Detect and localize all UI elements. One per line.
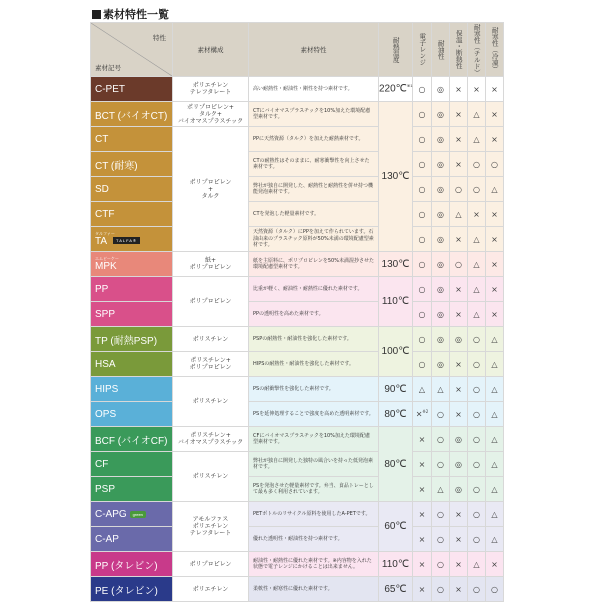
property-rating: ○ (413, 77, 432, 102)
property-rating: ○ (432, 452, 450, 477)
table-row (91, 102, 504, 127)
property-rating: ○ (432, 577, 450, 602)
property-rating: ○ (413, 277, 432, 302)
property-rating: △ (486, 402, 504, 427)
property-rating: × (468, 202, 486, 227)
property-rating: ○ (468, 527, 486, 552)
property-rating: × (486, 77, 504, 102)
table-row (91, 202, 504, 227)
property-rating: △ (468, 277, 486, 302)
table-row (91, 577, 504, 602)
material-name: SPP (91, 302, 173, 327)
property-rating: × (450, 277, 468, 302)
heat-resistance-temp: 110℃ (379, 277, 413, 327)
material-name: TP (耐熱PSP) (91, 327, 173, 352)
property-rating: ○ (413, 127, 432, 152)
header-cold-chilled: 耐寒性（チルド） (468, 23, 486, 77)
material-property: CTを発泡した軽量素材です。 (249, 202, 379, 227)
property-rating: △ (486, 477, 504, 502)
property-rating: △ (468, 102, 486, 127)
property-rating: △ (486, 327, 504, 352)
property-rating: × (450, 227, 468, 252)
property-rating: ◎ (432, 177, 450, 202)
property-rating: ○ (468, 577, 486, 602)
material-name: CT (91, 127, 173, 152)
material-name: タルファー TA TALFA® (91, 227, 173, 252)
material-property: 耐油性・耐熱性に優れた素材です。※内容物を入れた状態で電子レンジにかけることは出来ません。 (249, 552, 379, 577)
table-row (91, 377, 504, 402)
property-rating: ○ (486, 152, 504, 177)
property-rating: ○ (413, 327, 432, 352)
property-rating: × (450, 527, 468, 552)
material-property: CFにバイオマスプラスチックを10%加えた環境配慮型素材です。 (249, 427, 379, 452)
property-rating: ○ (413, 152, 432, 177)
material-name: エムピーケー MPK (91, 252, 173, 277)
property-rating: ◎ (450, 452, 468, 477)
material-property: PSを延伸処理することで強度を高めた透明素材です。 (249, 402, 379, 427)
property-rating: × (450, 552, 468, 577)
property-rating: ○ (450, 177, 468, 202)
property-rating: ○ (432, 402, 450, 427)
property-rating: ◎ (432, 202, 450, 227)
property-rating: × (486, 227, 504, 252)
property-rating: × (486, 252, 504, 277)
property-rating: ×$^{※2}$ (413, 402, 432, 427)
green-logo-icon: green (130, 511, 146, 518)
property-rating: ○ (468, 327, 486, 352)
material-table (90, 22, 504, 602)
table-row (91, 477, 504, 502)
heat-resistance-temp: 65℃ (379, 577, 413, 602)
material-name: C-AP (91, 527, 173, 552)
material-property: 紙を主原料に、ポリプロピレンを50%未満混抄させた環境配慮型素材です。 (249, 252, 379, 277)
title-square-icon (92, 10, 101, 19)
talfa-logo-icon: TALFA® (113, 237, 140, 244)
heat-resistance-temp: 90℃ (379, 377, 413, 402)
material-name: CF (91, 452, 173, 477)
property-rating: △ (432, 477, 450, 502)
property-rating: × (450, 302, 468, 327)
material-name: C-APG green (91, 502, 173, 527)
material-composition: ポリプロピレン+ タルク+ バイオマスプラスチック (173, 102, 249, 127)
table-row (91, 527, 504, 552)
property-rating: ○ (468, 152, 486, 177)
property-rating: × (450, 377, 468, 402)
property-rating: ○ (468, 177, 486, 202)
material-composition: 紙+ ポリプロピレン (173, 252, 249, 277)
property-rating: △ (486, 502, 504, 527)
material-name: PE (タレビン) (91, 577, 173, 602)
property-rating: ○ (413, 227, 432, 252)
table-row (91, 352, 504, 377)
property-rating: △ (486, 177, 504, 202)
material-property: PSを発泡させた軽量素材です。弁当、食品トレーとして最も多く利用されています。 (249, 477, 379, 502)
material-property: CTの耐熱性はそのままに、耐寒衝撃性を向上させた素材です。 (249, 152, 379, 177)
material-property: PPに天然資源（タルク）を加えた耐熱素材です。 (249, 127, 379, 152)
material-composition: ポリスチレン (173, 377, 249, 427)
property-rating: × (486, 552, 504, 577)
header-microwave: 電子レンジ (413, 23, 432, 77)
property-rating: ◎ (432, 327, 450, 352)
property-rating: ○ (413, 252, 432, 277)
property-rating: ○ (432, 527, 450, 552)
heat-resistance-temp: 130℃ (379, 252, 413, 277)
property-rating: × (450, 77, 468, 102)
property-rating: △ (468, 127, 486, 152)
property-rating: ○ (468, 402, 486, 427)
material-name: C-PET (91, 77, 173, 102)
property-rating: × (413, 452, 432, 477)
heat-resistance-temp: 60℃ (379, 502, 413, 552)
material-property: PSの耐衝撃性を強化した素材です。 (249, 377, 379, 402)
heat-resistance-temp: 100℃ (379, 327, 413, 377)
property-rating: △ (468, 302, 486, 327)
property-rating: ◎ (432, 252, 450, 277)
table-row (91, 427, 504, 452)
property-rating: × (413, 502, 432, 527)
table-row (91, 327, 504, 352)
property-rating: ○ (413, 177, 432, 202)
material-composition: ポリエチレン テレフタレート (173, 77, 249, 102)
property-rating: ○ (413, 102, 432, 127)
header-cold-frozen: 耐寒性（冷凍） (486, 23, 504, 77)
property-rating: ◎ (432, 302, 450, 327)
property-rating: × (450, 152, 468, 177)
material-name: BCF (バイオCF) (91, 427, 173, 452)
material-composition: ポリスチレン+ バイオマスプラスチック (173, 427, 249, 452)
property-rating: △ (486, 352, 504, 377)
material-name: HIPS (91, 377, 173, 402)
table-row (91, 502, 504, 527)
material-composition: ポリプロピレン (173, 277, 249, 327)
property-rating: ◎ (450, 477, 468, 502)
material-property: 比重が軽く、耐油性・耐熱性に優れた素材です。 (249, 277, 379, 302)
material-property: 天然資源（タルク）にPPを加えて作られています。石油由来のプラスチック原料が50%未満の環境配慮型素材です。 (249, 227, 379, 252)
table-row (91, 252, 504, 277)
header-insulation: 保温・断熱性 (450, 23, 468, 77)
material-name: PP (タレビン) (91, 552, 173, 577)
heat-resistance-temp: 80℃ (379, 427, 413, 502)
property-rating: ○ (432, 502, 450, 527)
property-rating: △ (486, 427, 504, 452)
property-rating: × (486, 127, 504, 152)
table-row (91, 302, 504, 327)
material-composition: ポリスチレン+ ポリプロピレン (173, 352, 249, 377)
header-property: 素材特性 (249, 23, 379, 77)
property-rating: ○ (468, 502, 486, 527)
material-name: PP (91, 277, 173, 302)
property-rating: ○ (486, 577, 504, 602)
property-rating: ○ (413, 202, 432, 227)
material-composition: ポリスチレン (173, 327, 249, 352)
material-name: CT (耐寒) (91, 152, 173, 177)
property-rating: ○ (450, 252, 468, 277)
property-rating: × (413, 527, 432, 552)
table-row (91, 552, 504, 577)
material-property: HIPSの耐熱性・耐油性を強化した素材です。 (249, 352, 379, 377)
property-rating: △ (413, 377, 432, 402)
property-rating: × (413, 477, 432, 502)
header-temp: 耐熱温度 (379, 23, 413, 77)
property-rating: ◎ (432, 227, 450, 252)
table-row (91, 452, 504, 477)
material-name: PSP (91, 477, 173, 502)
material-property: PSPの耐熱性・耐油性を強化した素材です。 (249, 327, 379, 352)
property-rating: × (486, 302, 504, 327)
material-composition: ポリエチレン (173, 577, 249, 602)
table-row (91, 177, 504, 202)
property-rating: ◎ (432, 277, 450, 302)
property-rating: ◎ (432, 127, 450, 152)
property-rating: ○ (468, 377, 486, 402)
table-row (91, 277, 504, 302)
property-rating: × (450, 102, 468, 127)
corner-header: 特性 素材記号 (91, 23, 173, 77)
property-rating: × (413, 577, 432, 602)
property-rating: ◎ (432, 77, 450, 102)
material-name: SD (91, 177, 173, 202)
heat-resistance-temp: 220℃$^{※1}$ (379, 77, 413, 102)
property-rating: △ (432, 377, 450, 402)
material-composition: ポリスチレン (173, 452, 249, 502)
property-rating: ○ (432, 552, 450, 577)
page-title: 素材特性一覧 (92, 6, 169, 22)
heat-resistance-temp: 130℃ (379, 102, 413, 252)
property-rating: × (413, 552, 432, 577)
property-rating: × (486, 277, 504, 302)
material-property: CTにバイオマスプラスチックを10%加えた環境配慮型素材です。 (249, 102, 379, 127)
property-rating: ◎ (450, 327, 468, 352)
property-rating: × (450, 402, 468, 427)
property-rating: ○ (468, 427, 486, 452)
material-property: 弊社が独自に開発した独特の風合いを持った低発泡素材です。 (249, 452, 379, 477)
property-rating: × (450, 577, 468, 602)
material-property: 柔軟性・耐寒性に優れた素材です。 (249, 577, 379, 602)
table-row (91, 77, 504, 102)
property-rating: △ (468, 252, 486, 277)
material-name: CTF (91, 202, 173, 227)
table-row (91, 152, 504, 177)
table-row (91, 227, 504, 252)
property-rating: × (450, 352, 468, 377)
property-rating: × (468, 77, 486, 102)
material-name: HSA (91, 352, 173, 377)
header-oil: 耐油性 (432, 23, 450, 77)
header-composition: 素材構成 (173, 23, 249, 77)
property-rating: × (450, 127, 468, 152)
property-rating: ◎ (432, 102, 450, 127)
property-rating: ○ (413, 302, 432, 327)
property-rating: ○ (432, 427, 450, 452)
property-rating: ◎ (432, 352, 450, 377)
table-row (91, 127, 504, 152)
property-rating: ◎ (432, 152, 450, 177)
property-rating: × (486, 102, 504, 127)
material-composition: アモルファス ポリエチレン テレフタレート (173, 502, 249, 552)
material-name: BCT (バイオCT) (91, 102, 173, 127)
material-property: 弊社が独自に開発した、耐熱性と耐熱性を併せ持つ機能発泡素材です。 (249, 177, 379, 202)
material-property: 優れた透明性・耐油性を持つ素材です。 (249, 527, 379, 552)
table-row (91, 402, 504, 427)
material-property: PETボトルのリサイクル原料を使用したA-PETです。 (249, 502, 379, 527)
property-rating: ○ (413, 352, 432, 377)
property-rating: △ (486, 377, 504, 402)
property-rating: △ (468, 227, 486, 252)
property-rating: △ (486, 527, 504, 552)
property-rating: × (413, 427, 432, 452)
material-property: PPの透明性を高めた素材です。 (249, 302, 379, 327)
property-rating: △ (486, 452, 504, 477)
material-composition: ポリプロピレン + タルク (173, 127, 249, 252)
property-rating: ○ (468, 477, 486, 502)
material-name: OPS (91, 402, 173, 427)
heat-resistance-temp: 110℃ (379, 552, 413, 577)
heat-resistance-temp: 80℃ (379, 402, 413, 427)
property-rating: × (450, 502, 468, 527)
material-property: 高い耐熱性・耐油性・剛性を持つ素材です。 (249, 77, 379, 102)
material-composition: ポリプロピレン (173, 552, 249, 577)
property-rating: × (486, 202, 504, 227)
property-rating: ○ (468, 352, 486, 377)
property-rating: ◎ (450, 427, 468, 452)
property-rating: △ (468, 552, 486, 577)
property-rating: ○ (468, 452, 486, 477)
property-rating: △ (450, 202, 468, 227)
